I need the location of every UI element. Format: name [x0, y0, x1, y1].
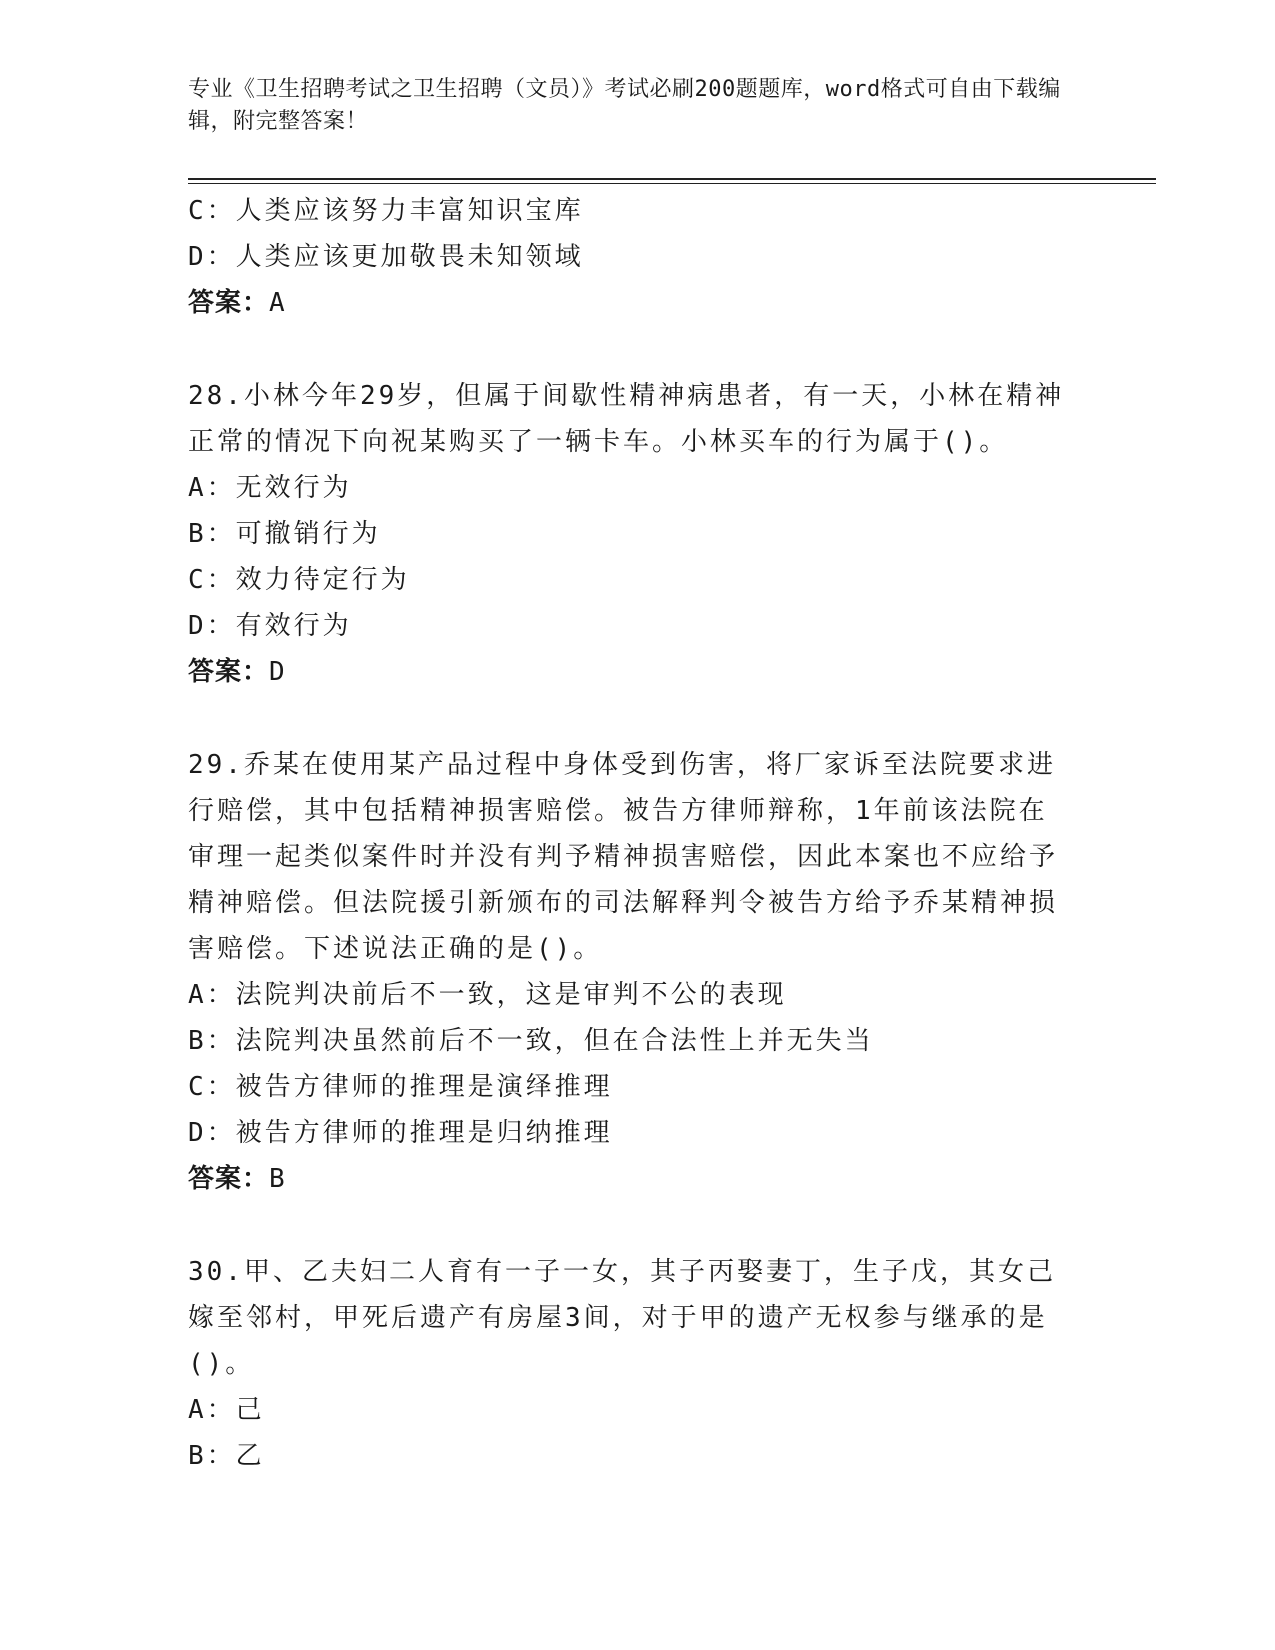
- question-30-option-b: B：乙: [188, 1441, 265, 1471]
- question-29-option-c: C：被告方律师的推理是演绎推理: [188, 1072, 613, 1102]
- question-28-option-a: A：无效行为: [188, 473, 352, 503]
- document-body: [188, 188, 1088, 1479]
- answer-line: 答案：A: [188, 288, 286, 318]
- option-c: C：人类应该努力丰富知识宝库: [188, 196, 584, 226]
- question-29-option-b: B：法院判决虽然前后不一致，但在合法性上并无失当: [188, 1026, 874, 1056]
- option-d: D：人类应该更加敬畏未知领域: [188, 242, 584, 272]
- header-divider-thick: [188, 178, 1156, 180]
- question-30-option-a: A：己: [188, 1395, 265, 1425]
- question-30-stem: 30.甲、乙夫妇二人育有一子一女，其子丙娶妻丁，生子戊，其女己嫁至邻村，甲死后遗产有房屋3间，对于甲的遗产无权参与继承的是()。: [188, 1257, 1056, 1379]
- question-28-answer: 答案：D: [188, 657, 286, 687]
- question-28-option-c: C：效力待定行为: [188, 565, 410, 595]
- header-divider-thin: [188, 183, 1156, 184]
- question-28-option-b: B：可撤销行为: [188, 519, 381, 549]
- question-29-answer: 答案：B: [188, 1164, 286, 1194]
- question-28-option-d: D：有效行为: [188, 611, 352, 641]
- question-29-option-a: A：法院判决前后不一致，这是审判不公的表现: [188, 980, 787, 1010]
- question-29-stem: 29.乔某在使用某产品过程中身体受到伤害，将厂家诉至法院要求进行赔偿，其中包括精神损害赔偿。被告方律师辩称，1年前该法院在审理一起类似案件时并没有判予精神损害赔偿，因此本案也不应给予精神赔偿。但法院援引新颁布的司法解释判令被告方给予乔某精神损害赔偿。下述说法正确的是()。: [188, 750, 1059, 964]
- document-header: 专业《卫生招聘考试之卫生招聘（文员）》考试必刷200题题库，word格式可自由下载编辑，附完整答案！: [188, 77, 1061, 134]
- question-28-stem: 28.小林今年29岁，但属于间歇性精神病患者，有一天，小林在精神正常的情况下向祝某购买了一辆卡车。小林买车的行为属于()。: [188, 381, 1065, 457]
- question-29-option-d: D：被告方律师的推理是归纳推理: [188, 1118, 613, 1148]
